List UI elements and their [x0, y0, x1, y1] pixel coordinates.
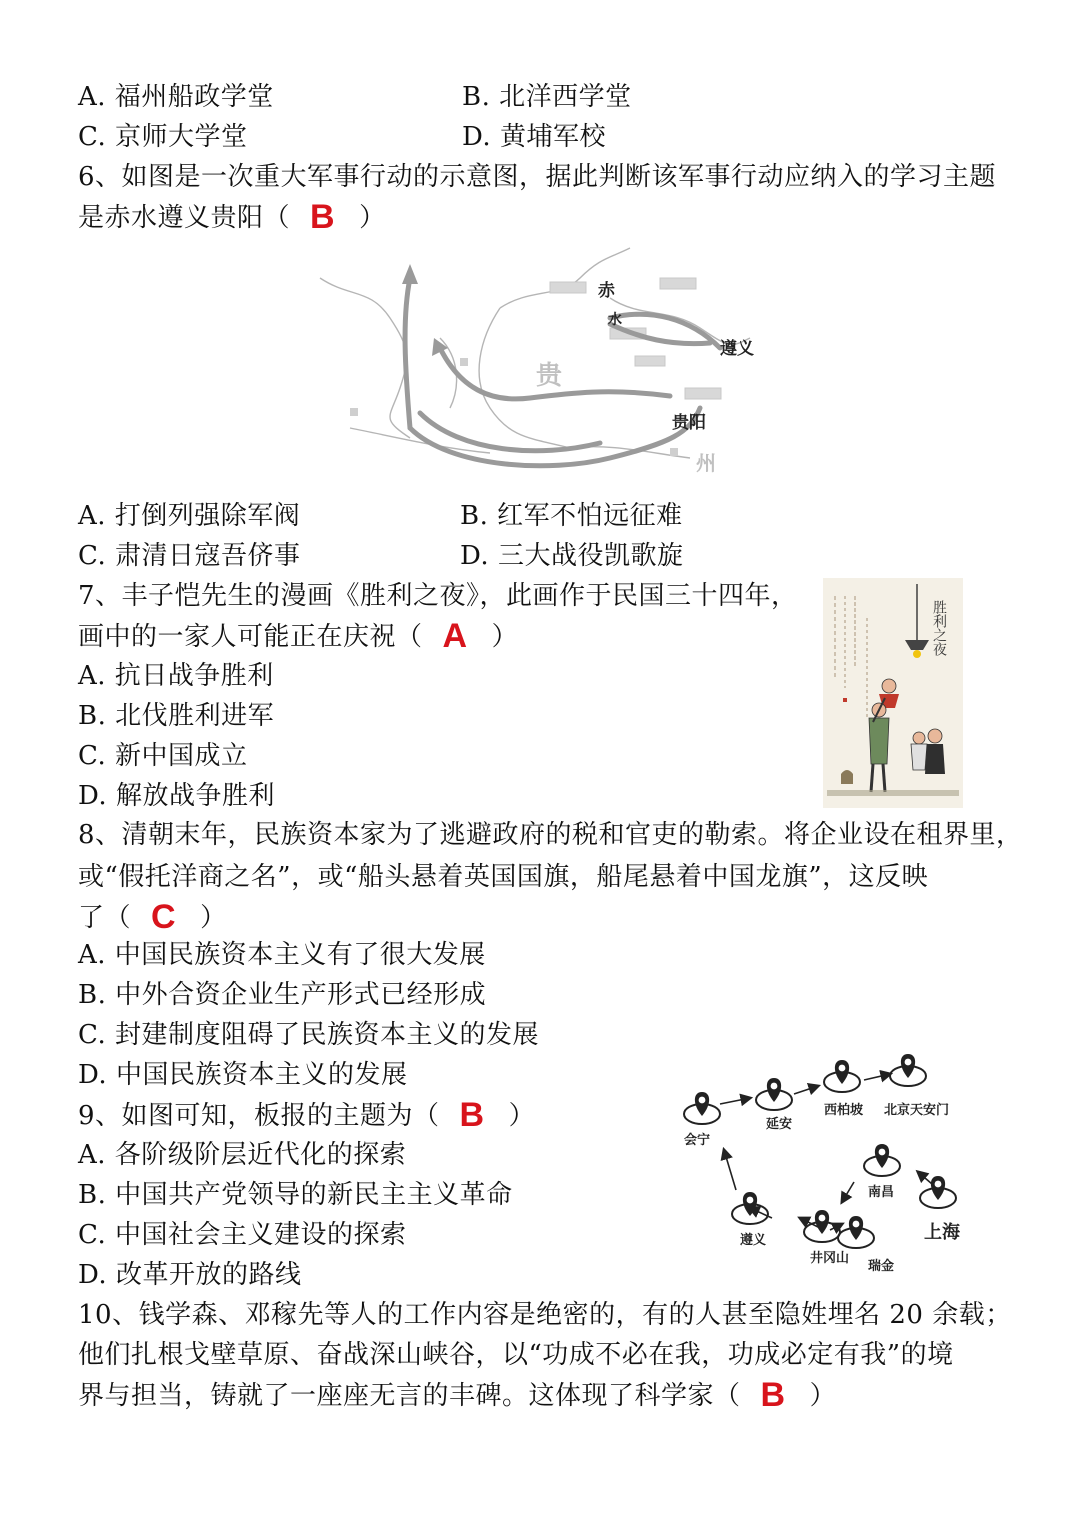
- q7-stem-line2: [78, 616, 518, 657]
- q5-option-a: A. 福州船政学堂: [78, 82, 274, 112]
- q9-option-a: A. 各阶级阶层近代化的探索: [78, 1140, 407, 1170]
- place-tiananmen: 北京天安门: [884, 1103, 950, 1118]
- q9-stem-close: ）: [508, 1101, 536, 1131]
- q6-answer: B: [310, 198, 336, 236]
- q10-stem-close: ）: [809, 1381, 837, 1411]
- q8-option-d: D. 中国民族资本主义的发展: [78, 1060, 408, 1090]
- q9-answer: B: [459, 1096, 485, 1134]
- place-huining: 会宁: [684, 1133, 711, 1148]
- q10-stem-line1: 10、钱学森、邓稼先等人的工作内容是绝密的，有的人甚至隐姓埋名 20 余载；: [78, 1300, 1012, 1330]
- q6-stem-line1: 6、如图是一次重大军事行动的示意图，据此判断该军事行动应纳入的学习主题: [78, 162, 997, 192]
- place-nanchang: 南昌: [868, 1185, 895, 1200]
- place-jinggangshan: 井冈山: [810, 1251, 850, 1266]
- q6-option-c: C. 肃清日寇吾侪事: [78, 541, 301, 571]
- q6-option-a: A. 打倒列强除军阀: [78, 501, 301, 531]
- q10-answer: B: [760, 1376, 786, 1414]
- q6-stem-text: 是赤水遵义贵阳（: [78, 203, 291, 233]
- map-label-gui: 贵: [536, 361, 563, 391]
- map-label-zhou: 州: [696, 451, 716, 475]
- q6-march-map: [310, 238, 770, 478]
- map-label-zunyi: 遵义: [720, 339, 754, 359]
- q8-option-c: C. 封建制度阻碍了民族资本主义的发展: [78, 1020, 539, 1050]
- q7-answer: A: [442, 617, 468, 655]
- q10-stem-line2: 他们扎根戈壁草原、奋战深山峡谷，以“功成不必在我，功成必定有我”的境: [78, 1340, 954, 1370]
- q8-option-b: B. 中外合资企业生产形式已经形成: [78, 980, 487, 1010]
- place-xibaipo: 西柏坡: [824, 1103, 864, 1118]
- q7-option-a: A. 抗日战争胜利: [78, 661, 274, 691]
- place-ruijin: 瑞金: [868, 1259, 895, 1274]
- place-shanghai: 上海: [924, 1222, 960, 1243]
- q9-route-diagram: [672, 1052, 992, 1282]
- q7-stem-close: ）: [491, 622, 519, 652]
- q9-option-b: B. 中国共产党领导的新民主主义革命: [78, 1180, 513, 1210]
- q8-answer: C: [151, 898, 177, 936]
- place-yanan: 延安: [766, 1117, 793, 1132]
- q7-option-b: B. 北伐胜利进军: [78, 701, 275, 731]
- map-label-guiyang: 贵阳: [672, 413, 706, 433]
- q7-stem-text: 画中的一家人可能正在庆祝（: [78, 622, 423, 652]
- q5-option-d: D. 黄埔军校: [462, 122, 606, 152]
- q6-option-d: D. 三大战役凯歌旋: [460, 541, 684, 571]
- q9-option-c: C. 中国社会主义建设的探索: [78, 1220, 407, 1250]
- q7-option-c: C. 新中国成立: [78, 741, 248, 771]
- q6-stem-line2: [78, 197, 386, 238]
- q5-option-c: C. 京师大学堂: [78, 122, 248, 152]
- q6-option-b: B. 红军不怕远征难: [460, 501, 683, 531]
- q9-option-d: D. 改革开放的路线: [78, 1260, 302, 1290]
- q9-stem-text: 9、如图可知，板报的主题为（: [78, 1101, 440, 1131]
- q8-stem-close: ）: [200, 903, 227, 933]
- q8-option-a: A. 中国民族资本主义有了很大发展: [78, 940, 486, 970]
- q8-stem-text: 了（: [78, 903, 132, 933]
- painting-title: 胜利之夜: [931, 600, 947, 656]
- q8-stem-line2: 或“假托洋商之名”，或“船头悬着英国国旗，船尾悬着中国龙旗”，这反映: [78, 862, 929, 892]
- map-label-shui: 水: [608, 312, 622, 328]
- q7-stem-line1: 7、丰子恺先生的漫画《胜利之夜》，此画作于民国三十四年，: [78, 581, 798, 611]
- q9-stem-line1: [78, 1095, 535, 1136]
- q5-option-b: B. 北洋西学堂: [462, 82, 632, 112]
- place-zunyi: 遵义: [740, 1233, 767, 1248]
- map-label-chi: 赤: [598, 281, 615, 301]
- victory-night-painting: [823, 578, 963, 808]
- q6-stem-close: ）: [359, 203, 386, 233]
- q7-option-d: D. 解放战争胜利: [78, 781, 275, 811]
- q8-stem-line1: 8、清朝末年，民族资本家为了逃避政府的税和官吏的勒索。将企业设在租界里，: [78, 820, 1023, 850]
- q10-stem-text: 界与担当，铸就了一座座无言的丰碑。这体现了科学家（: [78, 1381, 741, 1411]
- q10-stem-line3: [78, 1375, 836, 1416]
- q8-stem-line3: [78, 897, 227, 938]
